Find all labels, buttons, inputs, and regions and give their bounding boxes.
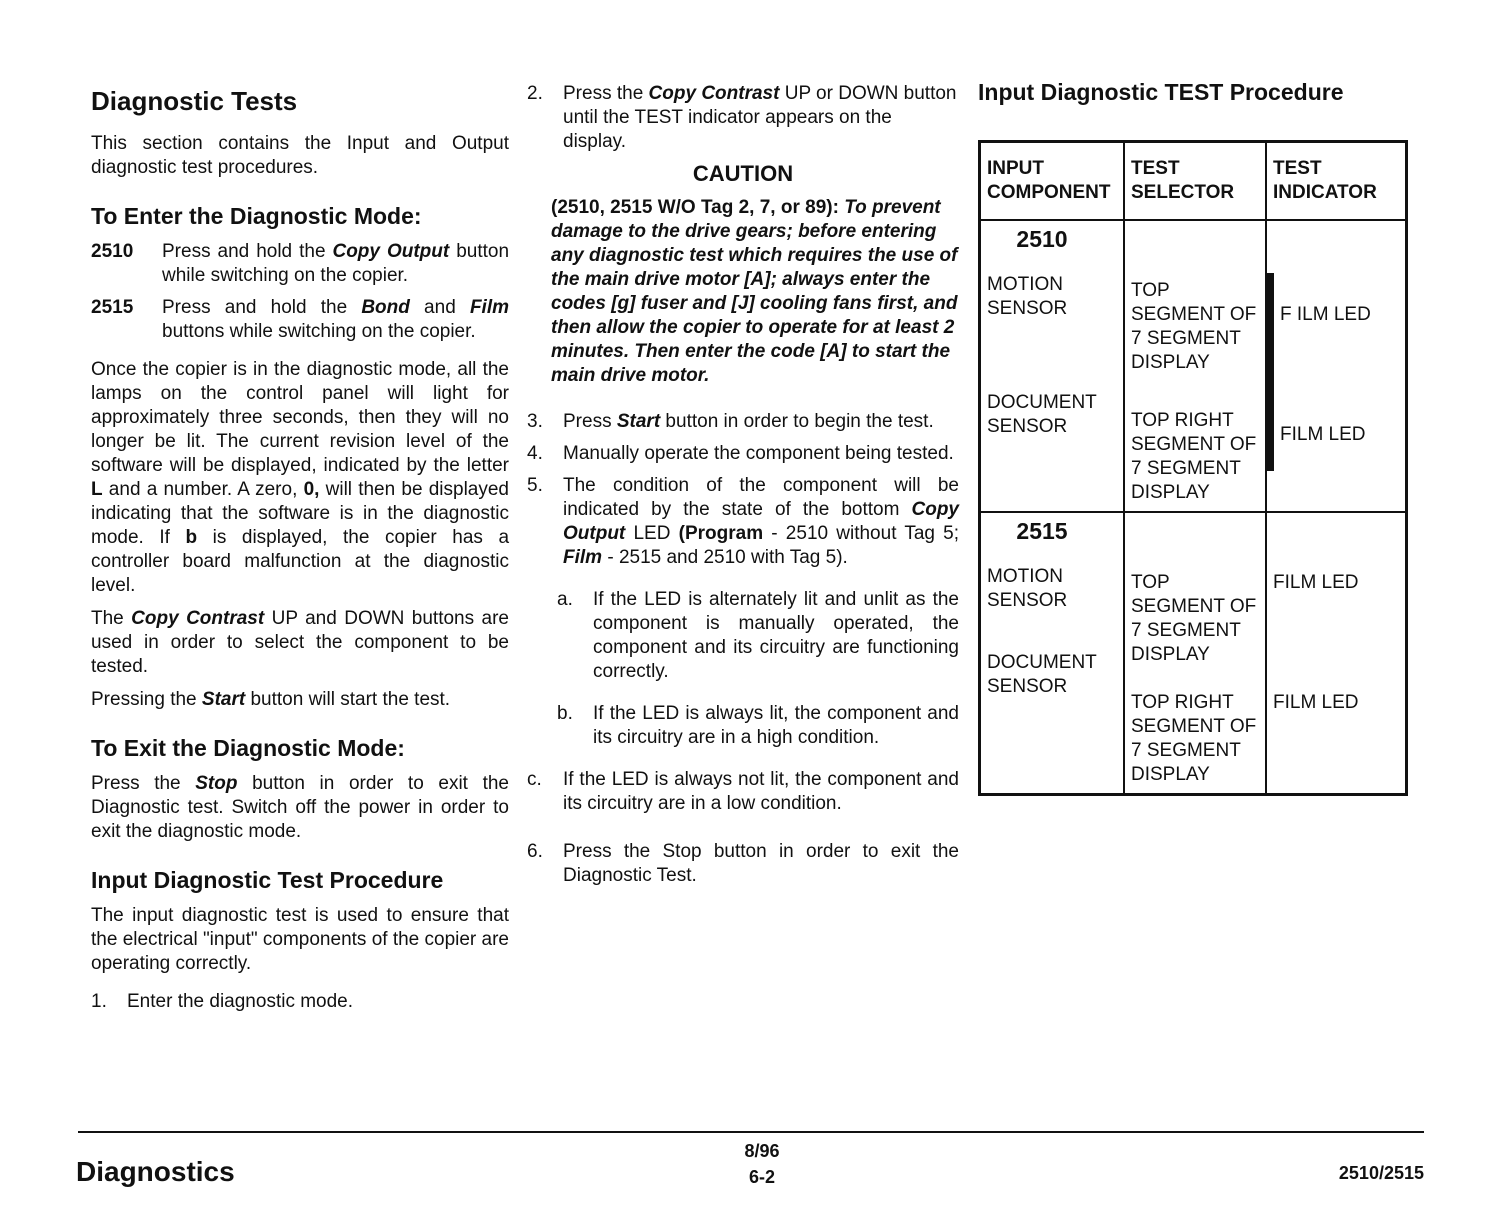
enter-2515-text: Press and hold the Bond and Film buttons while switching on the copier.: [162, 297, 509, 342]
component-motion-sensor: MOTION SENSOR: [987, 566, 1068, 611]
copy-contrast-paragraph: The Copy Contrast UP and DOWN buttons are used in order to select the component to be tested.: [91, 608, 509, 677]
enter-2510-text: Press and hold the Copy Output button while switching on the copier.: [162, 241, 510, 286]
indicator-row: [1267, 273, 1399, 471]
indicator-film-led: FILM LED: [1273, 572, 1359, 593]
footer-model: 2510/2515: [1338, 1163, 1424, 1183]
selector-top-right-segment: TOP RIGHT SEGMENT OF 7 SEGMENT DISPLAY: [1131, 410, 1257, 503]
selector-top-segment: TOP SEGMENT OF 7 SEGMENT DISPLAY: [1131, 572, 1257, 665]
model-2515-label: 2515: [1016, 518, 1068, 544]
step-5b: b. If the LED is always lit, the component and its circuitry are in a high condition.: [557, 703, 959, 748]
selector-cell: [1124, 220, 1266, 512]
input-procedure-paragraph: The input diagnostic test is used to ensure that the electrical "input" components of the copier are operating correctly.: [91, 905, 509, 974]
step-1: 1. Enter the diagnostic mode.: [91, 991, 354, 1012]
indicator-film-led: FILM LED: [1280, 424, 1366, 445]
component-document-sensor: DOCUMENT SENSOR: [987, 652, 1097, 697]
table-group-2515: [980, 512, 1407, 795]
component-cell: [980, 512, 1125, 795]
header-test-indicator: TEST INDICATOR: [1266, 142, 1407, 221]
indicator-film-led: FILM LED: [1273, 692, 1359, 713]
caution-text: (2510, 2515 W/O Tag 2, 7, or 89): To prevent damage to the drive gears; before entering any diagnostic test which requires the use of the main drive motor [A]; always enter the codes [g] fuser and [J] cooling fans first, and then allow the copier to operate for at least 2 minutes. Then enter the code [A] to start the main drive motor.: [551, 197, 958, 386]
input-procedure-heading: Input Diagnostic Test Procedure: [91, 867, 444, 893]
header-test-selector: TEST SELECTOR: [1124, 142, 1266, 221]
indicator-bar: [1267, 273, 1274, 471]
input-diagnostic-table: [978, 140, 1408, 796]
footer-date-page: [700, 1138, 824, 1190]
model-label-2515: 2515: [91, 297, 134, 318]
step-4: 4. Manually operate the component being tested.: [527, 443, 954, 464]
footer-section-title: Diagnostics: [76, 1156, 235, 1187]
step-5c: c. If the LED is always not lit, the component and its circuitry are in a low condition.: [527, 769, 959, 814]
selector-top-segment: TOP SEGMENT OF 7 SEGMENT DISPLAY: [1131, 280, 1257, 373]
left-column: [91, 86, 509, 1022]
step-5a: a. If the LED is alternately lit and unlit as the component is manually operated, the component and its circuitry are functioning correctly.: [557, 589, 959, 682]
intro-paragraph: This section contains the Input and Output diagnostic test procedures.: [91, 133, 509, 178]
footer-date: 8/96: [744, 1141, 780, 1161]
selector-top-right-segment: TOP RIGHT SEGMENT OF 7 SEGMENT DISPLAY: [1131, 692, 1257, 785]
right-column: [978, 78, 1414, 796]
model-2510-label: 2510: [1016, 226, 1068, 252]
table-group-2510: [980, 220, 1407, 512]
component-cell: [980, 220, 1125, 512]
step-6: 6. Press the Stop button in order to exit the Diagnostic Test.: [527, 841, 959, 886]
footer-page-number: 6-2: [748, 1167, 775, 1187]
enter-2515-row: [91, 296, 509, 344]
indicator-cell: [1266, 512, 1407, 795]
enter-mode-heading: To Enter the Diagnostic Mode:: [91, 203, 422, 229]
component-document-sensor: DOCUMENT SENSOR: [987, 392, 1097, 437]
caution-title: CAUTION: [692, 161, 794, 186]
start-paragraph: Pressing the Start button will start the test.: [91, 689, 451, 710]
step-2: 2. Press the Copy Contrast UP or DOWN button until the TEST indicator appears on the display.: [527, 83, 957, 152]
diagnostic-mode-paragraph: Once the copier is in the diagnostic mode, all the lamps on the control panel will light for approximately three seconds, then they will no longer be lit. The current revision level of the software will be displayed, indicated by the letter L and a number. A zero, 0, will then be displayed indicating that the software is in the diagnostic mode. If b is displayed, the copier has a controller board malfunction at the diagnostic level.: [91, 359, 510, 596]
page-title: Diagnostic Tests: [91, 86, 298, 116]
selector-cell: [1124, 512, 1266, 795]
header-input-component: INPUT COMPONENT: [980, 142, 1125, 221]
indicator-cell: [1266, 220, 1407, 512]
footer-rule: [78, 1131, 1424, 1133]
exit-paragraph: Press the Stop button in order to exit the Diagnostic test. Switch off the power in order to exit the diagnostic mode.: [91, 773, 509, 842]
step-5: 5. The condition of the component will be indicated by the state of the bottom Copy Output LED (Program - 2510 without Tag 5; Film - 2515 and 2510 with Tag 5).: [527, 475, 959, 568]
table-header-row: [980, 142, 1407, 221]
step-3: 3. Press Start button in order to begin the test.: [527, 411, 934, 432]
enter-2510-row: [91, 240, 509, 288]
exit-mode-heading: To Exit the Diagnostic Mode:: [91, 735, 405, 761]
indicator-film-led: F ILM LED: [1280, 304, 1371, 325]
table-heading: Input Diagnostic TEST Procedure: [978, 79, 1344, 105]
component-motion-sensor: MOTION SENSOR: [987, 274, 1068, 319]
middle-column: [527, 82, 959, 896]
model-label-2510: 2510: [91, 241, 134, 262]
